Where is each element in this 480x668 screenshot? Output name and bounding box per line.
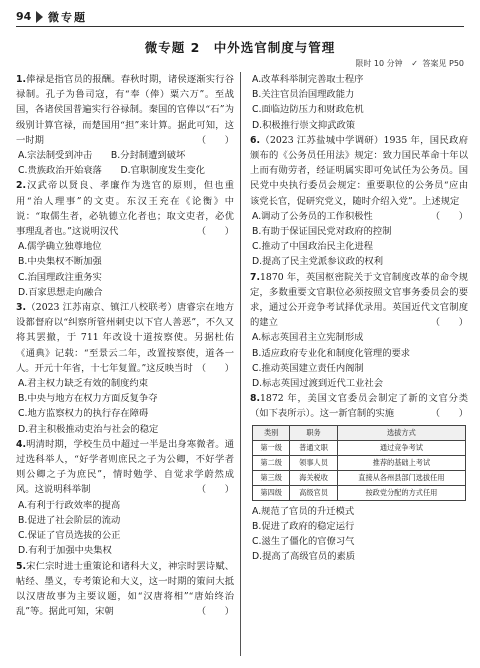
question-7 <box>250 270 468 392</box>
table-cell: 海关税收 <box>290 470 337 485</box>
answer-blank: （ ） <box>196 226 234 238</box>
answer-blank: （ ） <box>196 484 234 496</box>
question-text: 俸禄是指官员的报酬。春秋时期，诸侯逐渐实行谷禄制。孔子为鲁司寇，有“奉（俸）粟六万”。至战国，各诸侯国普遍实行谷禄制。秦国的官俸以“石”为级别计算官禄，而楚国用“担”来计算。据此可知，这一时期 <box>16 74 234 146</box>
table-cell: 推荐的基础上考试 <box>337 455 465 470</box>
question-5-options <box>250 72 468 133</box>
question-1 <box>16 72 234 178</box>
table-header: 类别 <box>253 425 290 440</box>
option-a[interactable]: A.标志英国君主立宪制形成 <box>252 332 364 344</box>
right-column <box>250 72 468 564</box>
table-cell: 直接从各州县部门选拔任用 <box>337 470 465 485</box>
option-c[interactable]: C.保证了官员选拔的公正 <box>18 530 121 542</box>
question-text: 汉武帝以贤良、孝廉作为选官的原则，但也重用“治人理事”的文吏。东汉王充在《论衡》中说：“取儒生者，必轨德立化者也；取文吏者，必优事理乱者也。”这说明汉代 <box>16 180 234 238</box>
table-header-row <box>253 425 466 440</box>
page-header <box>0 0 480 34</box>
question-8 <box>250 391 468 564</box>
option-b[interactable]: B.促进了社会阶层的流动 <box>18 514 121 526</box>
question-number: 5. <box>16 560 27 572</box>
question-text: 宋仁宗时进士重策论和诸科大义，神宗时罢诗赋、帖经、墨义，专考策论和大义，这一时期的策问大抵以汉唐故事为主要议题，如“汉唐将相”“唐始终治乱”等。据此可知，宋朝 <box>16 560 234 618</box>
option-a[interactable]: A.君主权力缺乏有效的制度约束 <box>18 378 149 390</box>
option-a[interactable]: A.改革科举制完善取士程序 <box>252 74 364 85</box>
option-c[interactable]: C.治国理政注重务实 <box>18 271 102 283</box>
time-limit: 限时 10 分钟 <box>355 59 403 68</box>
option-a[interactable]: A.有利于行政效率的提高 <box>18 499 121 511</box>
triangle-icon <box>36 11 43 23</box>
option-d[interactable]: D.有利于加强中央集权 <box>18 545 112 557</box>
table-row <box>253 485 466 500</box>
table-cell: 通过竞争考试 <box>337 440 465 455</box>
question-number: 8. <box>250 393 261 405</box>
question-number: 7. <box>250 271 261 283</box>
option-d[interactable]: D.标志英国过渡到近代工业社会 <box>252 378 383 390</box>
table-cell: 第三级 <box>253 470 290 485</box>
table-cell: 普通文职 <box>290 440 337 455</box>
option-b[interactable]: B.促进了政府的稳定运行 <box>252 520 355 532</box>
question-6 <box>250 133 468 270</box>
question-number: 4. <box>16 438 27 450</box>
answer-blank: （ ） <box>196 134 234 146</box>
header-rule <box>16 26 464 27</box>
question-text: 明清时期，学校生员中超过一半是出身寒微者。通过选科举人，“好学者则庶民之子为公卿，不好学者则公卿之子为庶民”，情时勉学、自觉求学蔚然成风。这说明科举制 <box>16 438 234 496</box>
question-4 <box>16 437 234 559</box>
question-text: （2023 江苏南京、镇江八校联考）唐睿宗在地方设都督府以“纠察所管州刺史以下官人善恶”，不久又将其罢撤，于 711 年改设十道按察使。另据杜佑《通典》记载：“至景云二年，改置按察使，道各一人。开元十年省，十七年复置。”这反映当时 <box>16 302 234 374</box>
column-divider <box>240 72 241 656</box>
option-c[interactable]: C.滋生了僵化的官僚习气 <box>252 536 355 548</box>
option-b[interactable]: B.适应政府专业化和制度化管理的要求 <box>252 347 411 359</box>
question-number: 2. <box>16 180 27 192</box>
answer-blank: （ ） <box>430 210 468 222</box>
table-cell: 领事人员 <box>290 455 337 470</box>
question-text: （2023 江苏盐城中学调研）1935 年，国民政府颁布的《公务员任用法》规定：致力国民革命十年以上而有勋劳者，经证明属实即可免试任为公务员。国民党中央执行委员会规定：重要职位的公务员“应由该党长官，促研究党义，随时介绍入党”。上述规定 <box>250 134 468 207</box>
answer-blank: （ ） <box>430 408 468 420</box>
question-text: 1872 年，美国文官委员会制定了新的文官分类（如下表所示）。这一新官制的实施 <box>250 393 468 420</box>
question-text: 1870 年，英国枢密院关于文官制度改革的命令规定，多数重要文官职位必须按照文官事务委员会的要求，通过公开竞争考试择优录用。英国近代文官制度的建立 <box>250 271 468 329</box>
topic-title: 微专题 2 中外选官制度与管理 <box>144 40 336 55</box>
question-3 <box>16 300 234 437</box>
answer-blank: （ ） <box>196 606 234 618</box>
option-d[interactable]: D.君主积极推动吏治与社会的稳定 <box>18 423 159 435</box>
table-row <box>253 470 466 485</box>
option-d[interactable]: D.提高了民主党派参议政的权利 <box>252 256 383 268</box>
option-d[interactable]: D.百家思想走向融合 <box>18 286 103 298</box>
option-b[interactable]: B.中央与地方在权力方面反复争夺 <box>18 393 158 405</box>
page-number: 94 <box>16 10 32 23</box>
option-c[interactable]: C.推动英国建立责任内阁制 <box>252 362 364 374</box>
option-b[interactable]: B.关注官员治国理政能力 <box>252 89 355 101</box>
table-cell: 按政党分配的方式任用 <box>337 485 465 500</box>
table-header: 选拔方式 <box>337 425 465 440</box>
table-header: 职务 <box>290 425 337 440</box>
answer-blank: （ ） <box>430 317 468 329</box>
classification-table <box>252 425 466 501</box>
check-icon: ✓ <box>411 59 418 68</box>
option-c[interactable]: C.贵族政治开始衰落 D.官职制度发生变化 <box>18 165 205 177</box>
option-d[interactable]: D.提高了高级官员的素质 <box>252 551 356 563</box>
option-a[interactable]: A.规范了官员的升迁模式 <box>252 505 355 517</box>
answer-ref: 答案见 P50 <box>422 59 464 68</box>
question-number: 3. <box>16 302 27 314</box>
option-c[interactable]: C.推动了中国政治民主化进程 <box>252 241 374 253</box>
table-cell: 第四级 <box>253 485 290 500</box>
question-2 <box>16 178 234 300</box>
option-b[interactable]: B.有助于保证国民党对政府的控制 <box>252 226 392 238</box>
option-d[interactable]: D.积极推行崇文抑武政策 <box>252 119 356 131</box>
question-number: 1. <box>16 74 27 85</box>
option-a[interactable]: A.调动了公务员的工作积极性 <box>252 210 373 222</box>
answer-blank: （ ） <box>196 362 234 374</box>
option-a[interactable]: A.宗法制受到冲击 B.分封制遭到破坏 <box>18 150 186 162</box>
table-row <box>253 440 466 455</box>
table-cell: 高级官员 <box>290 485 337 500</box>
table-cell: 第二级 <box>253 455 290 470</box>
table-cell: 第一级 <box>253 440 290 455</box>
option-c[interactable]: C.地方监察权力的执行存在障碍 <box>18 408 149 420</box>
series-title: 微专题 <box>48 11 87 24</box>
question-5 <box>16 559 234 620</box>
option-c[interactable]: C.面临边防压力和财政危机 <box>252 104 364 116</box>
question-number: 6. <box>250 134 261 146</box>
option-b[interactable]: B.中央集权不断加强 <box>18 256 102 268</box>
time-limit-line <box>355 58 464 69</box>
table-row <box>253 455 466 470</box>
option-a[interactable]: A.儒学确立独尊地位 <box>18 241 102 253</box>
left-column <box>16 72 234 619</box>
